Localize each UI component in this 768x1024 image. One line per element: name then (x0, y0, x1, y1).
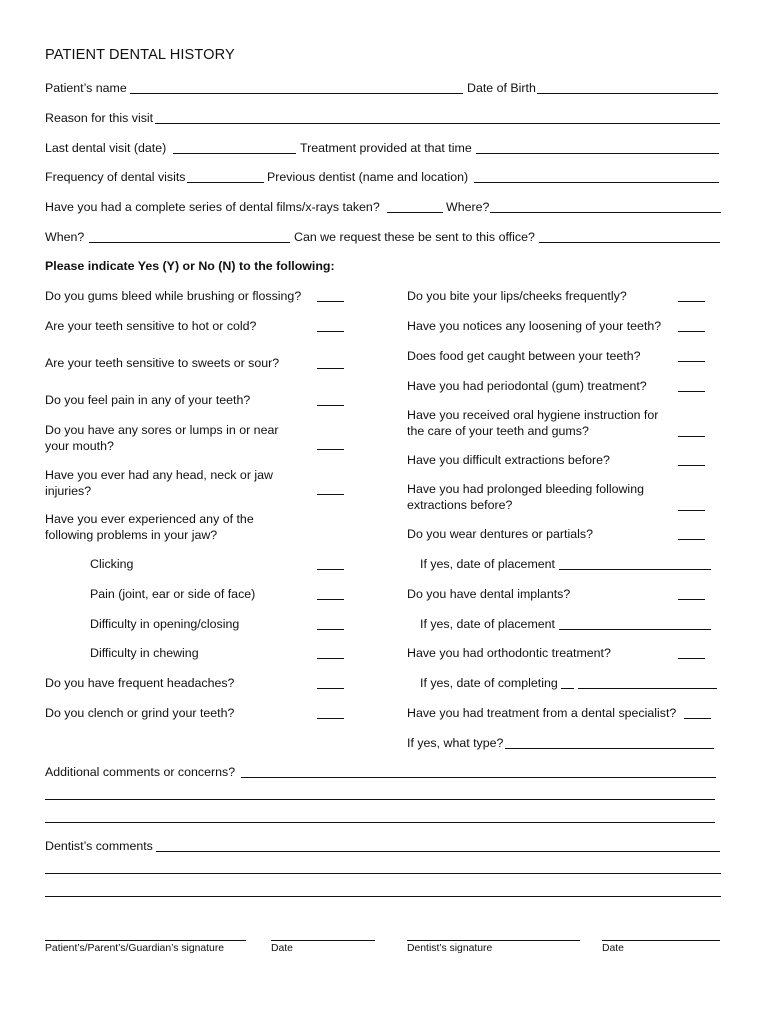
question-left: Do you clench or grind your teeth? (45, 706, 235, 720)
dentist-comments-line[interactable] (45, 873, 721, 874)
xrays-label: Have you had a complete series of dental films/x-rays taken? (45, 200, 380, 214)
where-label: Where? (446, 200, 490, 214)
answer-blank[interactable] (678, 465, 705, 466)
answer-blank[interactable] (317, 331, 344, 332)
question-left: Do you have any sores or lumps in or near your mouth? (45, 423, 279, 453)
when-label: When? (45, 230, 85, 244)
where-field[interactable] (490, 212, 721, 213)
implant-date-field[interactable] (559, 629, 711, 630)
question-right: Do you have dental implants? (407, 587, 571, 601)
question-left-sub: Clicking (90, 557, 134, 571)
patient-date-field[interactable] (271, 940, 375, 941)
reason-field[interactable] (155, 123, 720, 124)
question-right: Does food get caught between your teeth? (407, 349, 641, 363)
question-right: Have you received oral hygiene instruction for the care of your teeth and gums? (407, 408, 659, 438)
dentist-comments-line[interactable] (45, 896, 721, 897)
treatment-label: Treatment provided at that time (300, 141, 472, 155)
answer-blank[interactable] (678, 599, 705, 600)
answer-blank[interactable] (317, 658, 344, 659)
answer-blank[interactable] (678, 391, 705, 392)
answer-blank[interactable] (317, 688, 344, 689)
answer-blank[interactable] (678, 331, 705, 332)
question-right: Have you notices any loosening of your teeth? (407, 319, 662, 333)
answer-blank[interactable] (317, 629, 344, 630)
patient-signature-field[interactable] (45, 940, 246, 941)
answer-blank[interactable] (678, 510, 705, 511)
answer-blank[interactable] (317, 494, 344, 495)
answer-blank[interactable] (678, 301, 705, 302)
answer-blank[interactable] (317, 599, 344, 600)
dob-field[interactable] (537, 93, 718, 94)
answer-blank[interactable] (317, 718, 344, 719)
page-title: PATIENT DENTAL HISTORY (45, 47, 235, 63)
question-right: Have you had periodontal (gum) treatment? (407, 379, 647, 393)
patient-name-label: Patient’s name (45, 81, 127, 95)
question-right: Have you had orthodontic treatment? (407, 646, 611, 660)
when-field[interactable] (89, 242, 290, 243)
request-field[interactable] (539, 242, 720, 243)
request-label: Can we request these be sent to this office? (294, 230, 535, 244)
last-visit-field[interactable] (173, 153, 296, 154)
question-left-sub: Difficulty in chewing (90, 646, 199, 660)
answer-blank[interactable] (684, 718, 711, 719)
question-right: Have you difficult extractions before? (407, 453, 610, 467)
completion-date-field-a[interactable] (561, 688, 574, 689)
placement-date-field[interactable] (559, 569, 711, 570)
dentist-date-field[interactable] (602, 940, 720, 941)
question-left: Do you have frequent headaches? (45, 676, 235, 690)
treatment-field[interactable] (476, 153, 719, 154)
dob-label: Date of Birth (467, 81, 536, 95)
answer-blank[interactable] (317, 368, 344, 369)
dentist-date-label: Date (602, 943, 624, 954)
frequency-field[interactable] (187, 182, 264, 183)
answer-blank[interactable] (678, 361, 705, 362)
answer-blank[interactable] (317, 301, 344, 302)
question-left: Do you feel pain in any of your teeth? (45, 393, 251, 407)
answer-blank[interactable] (678, 539, 705, 540)
patient-date-label: Date (271, 943, 293, 954)
question-right: Have you had prolonged bleeding following extractions before? (407, 482, 644, 512)
question-right: Do you wear dentures or partials? (407, 527, 593, 541)
additional-comments-field[interactable] (241, 777, 716, 778)
question-left: Do you gums bleed while brushing or flossing? (45, 289, 302, 303)
instruction-text: Please indicate Yes (Y) or No (N) to the following: (45, 259, 335, 273)
question-right-sub: If yes, date of placement (420, 557, 555, 571)
dentist-signature-field[interactable] (407, 940, 580, 941)
additional-comments-line[interactable] (45, 799, 715, 800)
specialist-type-field[interactable] (505, 748, 714, 749)
answer-blank[interactable] (317, 569, 344, 570)
frequency-label: Frequency of dental visits (45, 170, 186, 184)
dentist-comments-field[interactable] (156, 851, 720, 852)
dentist-signature-label: Dentist’s signature (407, 943, 493, 954)
question-left-jaw: Have you ever experienced any of the following problems in your jaw? (45, 512, 254, 542)
question-left: Have you ever had any head, neck or jaw injuries? (45, 468, 273, 498)
question-left-sub: Pain (joint, ear or side of face) (90, 587, 256, 601)
question-left-sub: Difficulty in opening/closing (90, 617, 240, 631)
question-right-sub: If yes, what type? (407, 736, 504, 750)
dentist-comments-label: Dentist’s comments (45, 839, 153, 853)
answer-blank[interactable] (678, 658, 705, 659)
question-left: Are your teeth sensitive to hot or cold? (45, 319, 257, 333)
question-left: Are your teeth sensitive to sweets or sour? (45, 356, 280, 370)
answer-blank[interactable] (317, 449, 344, 450)
patient-name-field[interactable] (130, 93, 463, 94)
additional-comments-label: Additional comments or concerns? (45, 765, 236, 779)
reason-label: Reason for this visit (45, 111, 154, 125)
question-right-sub: If yes, date of completing (420, 676, 558, 690)
xrays-field[interactable] (387, 212, 443, 213)
answer-blank[interactable] (678, 436, 705, 437)
question-right: Do you bite your lips/cheeks frequently? (407, 289, 627, 303)
prev-dentist-field[interactable] (474, 182, 719, 183)
answer-blank[interactable] (317, 405, 344, 406)
prev-dentist-label: Previous dentist (name and location) (267, 170, 469, 184)
question-right-sub: If yes, date of placement (420, 617, 555, 631)
last-visit-label: Last dental visit (date) (45, 141, 167, 155)
question-right: Have you had treatment from a dental specialist? (407, 706, 677, 720)
patient-signature-label: Patient’s/Parent’s/Guardian’s signature (45, 943, 225, 954)
completion-date-field-b[interactable] (578, 688, 717, 689)
additional-comments-line[interactable] (45, 822, 715, 823)
